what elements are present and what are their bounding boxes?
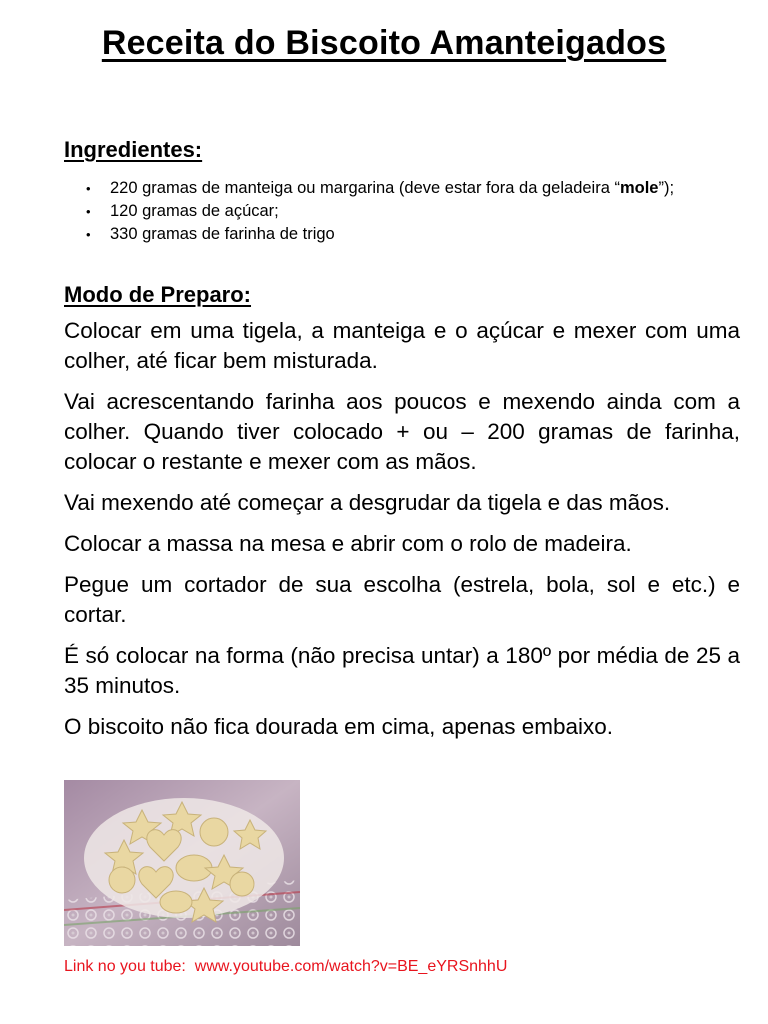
preparation-heading: Modo de Preparo:: [64, 282, 252, 307]
ingredients-heading: Ingredientes:: [64, 137, 203, 162]
ingredient-item: [64, 177, 740, 200]
ingredient-bold-text: mole: [619, 179, 659, 197]
ingredient-text: 120 gramas de açúcar;: [110, 202, 279, 220]
bullet-icon: •: [86, 204, 91, 219]
preparation-steps: [64, 316, 740, 753]
bullet-icon: •: [86, 227, 91, 242]
preparation-step: Vai acrescentando farinha aos poucos e mexendo ainda com a colher. Quando tiver colocado + ou – 200 gramas de farinha, colocar o restante e mexer com as mãos.: [64, 389, 740, 474]
cookie-round: [230, 872, 254, 896]
preparation-step: É só colocar na forma (não precisa untar) a 180º por média de 25 a 35 minutos.: [64, 643, 740, 698]
ingredients-list: [64, 177, 740, 246]
ingredient-text-end: ”);: [658, 179, 675, 197]
ingredient-item: [64, 223, 740, 246]
cookie-round: [160, 891, 192, 913]
bullet-icon: •: [86, 181, 91, 196]
cookies-photo: [64, 780, 300, 946]
ingredient-text: 330 gramas de farinha de trigo: [110, 225, 335, 243]
preparation-step: Pegue um cortador de sua escolha (estrela, bola, sol e etc.) e cortar.: [64, 572, 740, 627]
page-title: Receita do Biscoito Amanteigados: [101, 24, 667, 62]
ingredient-item: [64, 200, 740, 223]
cookie-round: [109, 867, 135, 893]
preparation-step: O biscoito não fica dourada em cima, apenas embaixo.: [64, 714, 614, 739]
youtube-link[interactable]: www.youtube.com/watch?v=BE_eYRSnhhU: [194, 958, 508, 975]
youtube-link-line: [64, 958, 507, 976]
cookies-photo-illustration: [64, 780, 300, 946]
link-label: Link no you tube:: [64, 958, 195, 975]
ingredient-text: 220 gramas de manteiga ou margarina (deve estar fora da geladeira “: [110, 179, 620, 197]
preparation-step: Colocar a massa na mesa e abrir com o rolo de madeira.: [64, 531, 632, 556]
preparation-step: Colocar em uma tigela, a manteiga e o açúcar e mexer com uma colher, até ficar bem misturada.: [64, 318, 740, 373]
preparation-step: Vai mexendo até começar a desgrudar da tigela e das mãos.: [64, 490, 671, 515]
cookie-round: [200, 818, 228, 846]
